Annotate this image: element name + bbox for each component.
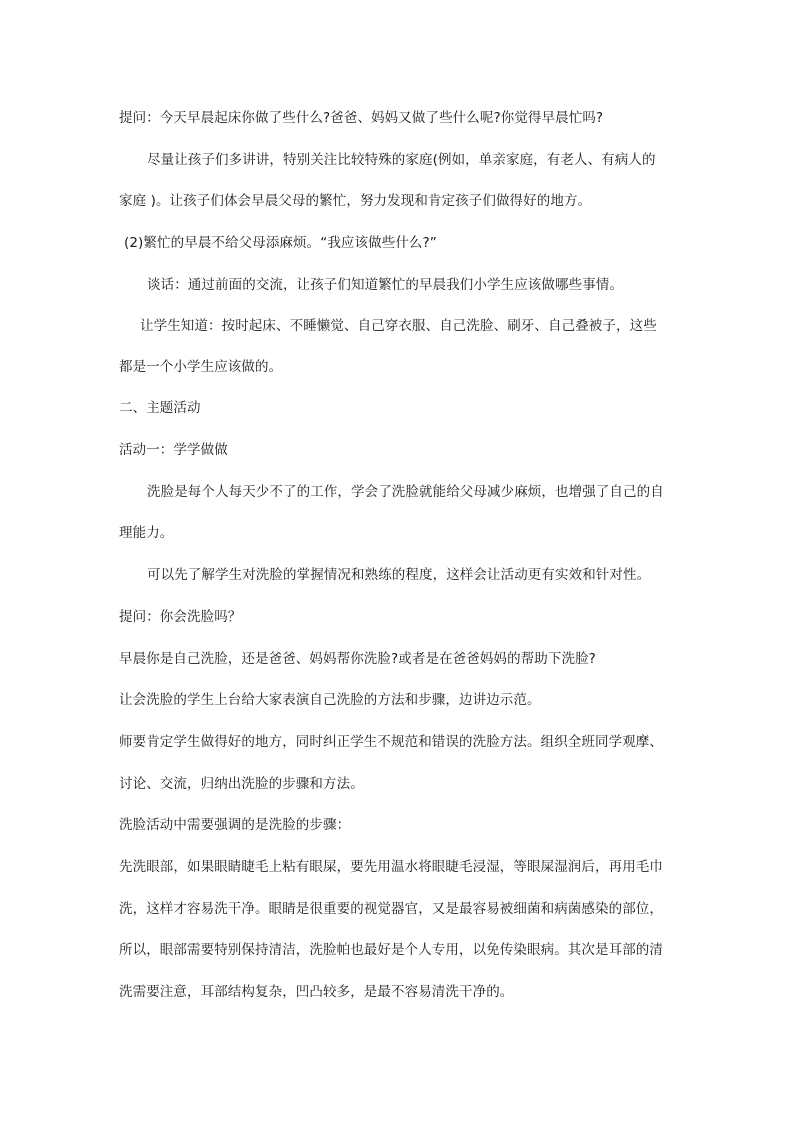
paragraph-line: 洗需要注意，耳部结构复杂，凹凸较多，是最不容易清洗干净的。 xyxy=(119,984,514,1000)
paragraph-line: 让会洗脸的学生上台给大家表演自己洗脸的方法和步骤，边讲边示范。 xyxy=(119,692,541,708)
paragraph-line: 理能力。 xyxy=(119,525,174,541)
paragraph-line: 洗，这样才容易洗干净。眼睛是很重要的视觉器官，又是最容易被细菌和病菌感染的部位， xyxy=(119,901,663,917)
paragraph-line: 提问：你会洗脸吗？ xyxy=(119,609,242,625)
paragraph-line: 所以，眼部需要特别保持清洁，洗脸帕也最好是个人专用，以免传染眼病。其次是耳部的清 xyxy=(119,942,663,958)
paragraph-line: 让学生知道：按时起床、不睡懒觉、自己穿衣服、自己洗脸、刷牙、自己叠被子，这些 xyxy=(140,318,657,334)
paragraph-line: 家庭 )。让孩子们体会早晨父母的繁忙，努力发现和肯定孩子们做得好的地方。 xyxy=(119,193,592,209)
paragraph-line: 早晨你是自己洗脸，还是爸爸、妈妈帮你洗脸?或者是在爸爸妈妈的帮助下洗脸? xyxy=(119,651,596,667)
paragraph-line: 都是一个小学生应该做的。 xyxy=(119,359,283,375)
section-heading: 二、主题活动 xyxy=(119,400,201,416)
paragraph-line: 提问：今天早晨起床你做了些什么?爸爸、妈妈又做了些什么呢?你觉得早晨忙吗? xyxy=(119,110,604,126)
paragraph-line: 谈话：通过前面的交流，让孩子们知道繁忙的早晨我们小学生应该做哪些事情。 xyxy=(147,277,623,293)
paragraph-line: 师要肯定学生做得好的地方，同时纠正学生不规范和错误的洗脸方法。组织全班同学观摩、 xyxy=(119,734,663,750)
paragraph-line: 尽量让孩子们多讲讲，特别关注比较特殊的家庭(例如，单亲家庭，有老人、有病人的 xyxy=(147,152,656,168)
paragraph-line: 洗脸是每个人每天少不了的工作，学会了洗脸就能给父母减少麻烦，也增强了自己的自 xyxy=(147,484,664,500)
paragraph-line: 可以先了解学生对洗脸的掌握情况和熟练的程度，这样会让活动更有实效和针对性。 xyxy=(147,567,651,583)
subsection-heading: 活动一：学学做做 xyxy=(119,442,228,458)
paragraph-line: 洗脸活动中需要强调的是洗脸的步骤： xyxy=(119,817,351,833)
paragraph-line: (2)繁忙的早晨不给父母添麻烦。“我应该做些什么?” xyxy=(124,235,437,251)
paragraph-line: 讨论、交流，归纳出洗脸的步骤和方法。 xyxy=(119,776,364,792)
paragraph-line: 先洗眼部，如果眼睛睫毛上粘有眼屎，要先用温水将眼睫毛浸湿，等眼屎湿润后，再用毛巾 xyxy=(119,859,663,875)
